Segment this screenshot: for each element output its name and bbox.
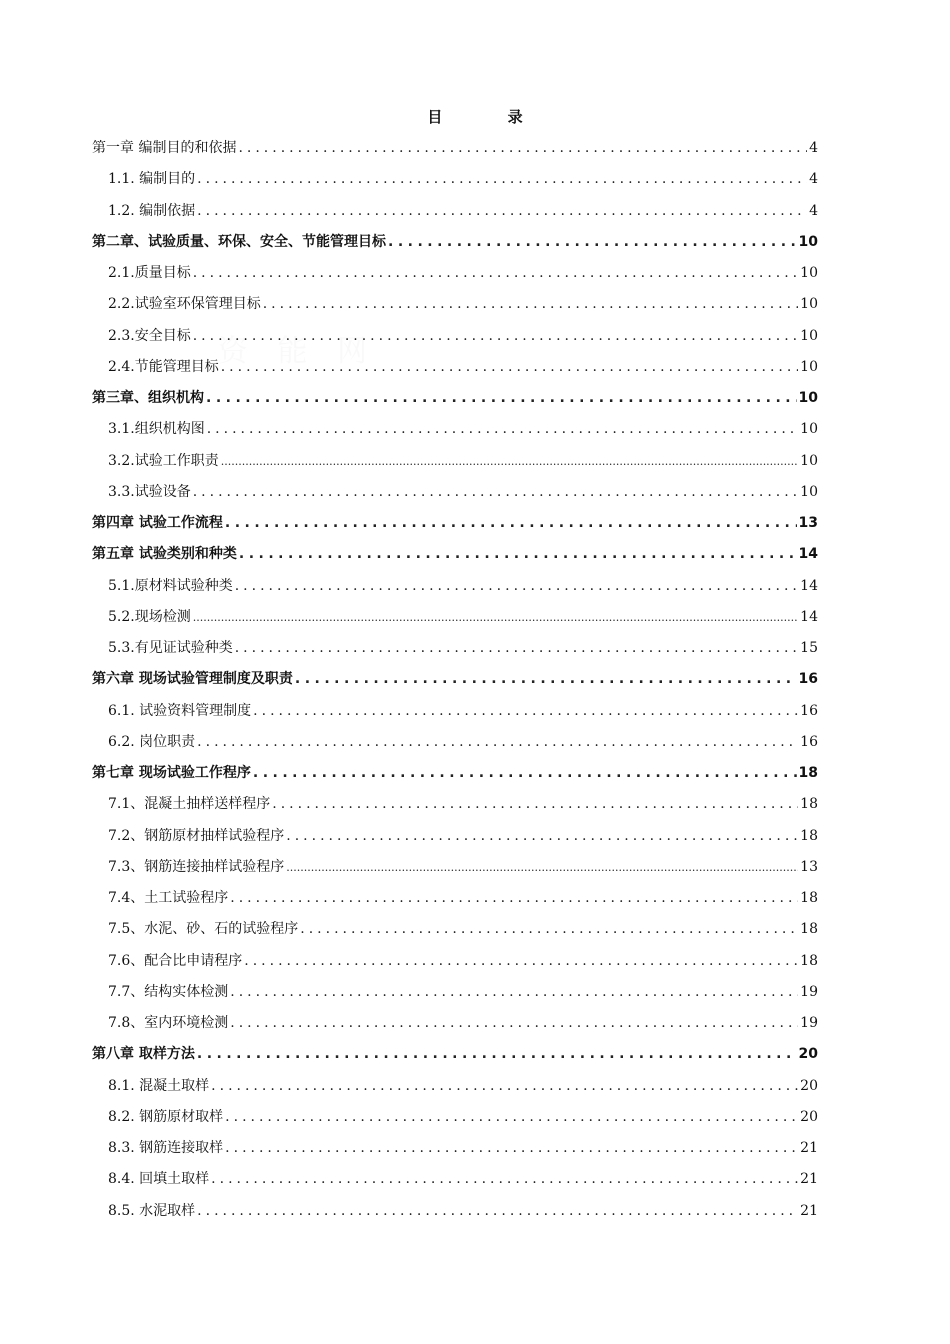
toc-page-number: 16 [800,702,818,719]
toc-section-entry[interactable] [92,1196,818,1227]
toc-section-entry[interactable] [92,1164,818,1195]
toc-entry-label: 2.1.质量目标 [108,265,191,281]
toc-page-number: 18 [800,952,818,969]
watermark: 资 能 网 [218,334,378,369]
toc-section-entry[interactable] [92,914,818,945]
toc-entry-label: 第六章 现场试验管理制度及职责 [92,671,293,688]
toc-entry-label: 7.5、水泥、砂、石的试验程序 [108,921,299,938]
toc-section-entry[interactable] [92,321,818,352]
toc-dot-leader [272,789,798,820]
toc-page-number: 14 [800,608,818,625]
toc-page-number: 14 [798,546,818,563]
toc-section-entry[interactable] [92,258,818,289]
toc-section-entry[interactable] [92,289,818,320]
toc-section-entry[interactable] [92,1008,818,1039]
toc-page-number: 13 [798,515,818,531]
toc-entry-label: 6.1. 试验资料管理制度 [108,702,252,719]
toc-entry-label: 1.1. 编制目的 [108,171,196,188]
toc-section-entry[interactable] [92,727,818,758]
toc-page-number: 10 [798,233,818,250]
toc-entry-label: 5.1.原材料试验种类 [108,577,233,594]
toc-section-entry[interactable] [92,633,818,664]
toc-chapter-entry[interactable] [92,508,818,539]
toc-entry-label: 2.2.试验室环保管理目标 [108,296,261,313]
toc-section-entry[interactable] [92,1102,818,1133]
toc-dot-leader [211,1071,798,1102]
toc-page-number: 20 [798,1046,818,1063]
toc-page-number: 10 [800,296,818,313]
toc-entry-label: 8.5. 水泥取样 [108,1202,196,1219]
toc-entry-label: 7.1、混凝土抽样送样程序 [108,796,271,813]
toc-dot-leader [225,508,797,539]
table-of-contents [92,133,818,1227]
toc-dot-leader [238,133,807,164]
toc-page-number: 16 [800,733,818,750]
toc-dot-leader [295,664,797,695]
toc-page-number: 18 [800,921,818,938]
toc-page-number: 20 [800,1077,818,1094]
toc-page-number: 21 [800,1140,818,1156]
toc-page-number: 21 [800,1171,818,1188]
toc-dot-leader [253,758,797,789]
toc-section-entry[interactable] [92,602,818,633]
toc-page-number: 14 [800,577,818,594]
toc-dot-leader [221,446,798,477]
toc-entry-label: 第四章 试验工作流程 [92,515,223,531]
toc-page-number: 4 [809,202,818,219]
toc-entry-label: 3.3.试验设备 [108,483,191,500]
toc-section-entry[interactable] [92,1133,818,1164]
toc-entry-label: 7.4、土工试验程序 [108,890,229,906]
toc-dot-leader [230,977,798,1008]
toc-page-number: 4 [809,171,818,188]
toc-section-entry[interactable] [92,696,818,727]
toc-entry-label: 2.3.安全目标 [108,327,191,344]
toc-section-entry[interactable] [92,571,818,602]
toc-entry-label: 7.7、结构实体检测 [108,983,229,1000]
toc-page-number: 20 [800,1108,818,1125]
toc-page-number: 19 [800,983,818,1000]
toc-page-number: 21 [800,1202,818,1219]
toc-section-entry[interactable] [92,477,818,508]
toc-entry-label: 1.2. 编制依据 [108,202,196,219]
toc-dot-leader [286,821,798,852]
toc-section-entry[interactable] [92,352,818,383]
toc-section-entry[interactable] [92,977,818,1008]
toc-page-number: 18 [800,827,818,844]
toc-dot-leader [193,321,798,352]
toc-section-entry[interactable] [92,946,818,977]
toc-section-entry[interactable] [92,196,818,227]
toc-page-number: 10 [800,421,818,438]
toc-dot-leader [207,414,798,445]
toc-chapter-entry[interactable] [92,1039,818,1070]
toc-dot-leader [286,852,798,883]
toc-entry-label: 3.2.试验工作职责 [108,452,219,469]
toc-dot-leader [193,258,798,289]
toc-dot-leader [221,352,798,383]
toc-section-entry[interactable] [92,852,818,883]
toc-dot-leader [197,727,798,758]
toc-page-number: 18 [800,890,818,906]
toc-entry-label: 第二章、试验质量、环保、安全、节能管理目标 [92,233,386,250]
toc-dot-leader [193,477,798,508]
toc-entry-label: 8.1. 混凝土取样 [108,1077,210,1094]
toc-entry-label: 2.4.节能管理目标 [108,358,219,375]
toc-dot-leader [197,1196,798,1227]
toc-dot-leader [300,914,798,945]
toc-page-number: 19 [800,1015,818,1031]
toc-page-number: 10 [800,452,818,469]
toc-page-number: 13 [800,858,818,875]
toc-dot-leader [193,602,798,633]
toc-entry-label: 7.6、配合比申请程序 [108,952,243,969]
toc-section-entry[interactable] [92,1071,818,1102]
toc-dot-leader [230,883,798,914]
toc-page-number: 10 [798,390,818,406]
toc-page-number: 10 [800,265,818,281]
toc-entry-label: 7.2、钢筋原材抽样试验程序 [108,827,285,844]
toc-page-number: 10 [800,327,818,344]
toc-section-entry[interactable] [92,164,818,195]
toc-dot-leader [225,1133,798,1164]
toc-chapter-entry[interactable] [92,227,818,258]
toc-entry-label: 8.3. 钢筋连接取样 [108,1140,224,1156]
toc-section-entry[interactable] [92,414,818,445]
toc-page-number: 15 [800,640,818,656]
toc-entry-label: 5.3.有见证试验种类 [108,640,233,656]
toc-chapter-entry[interactable] [92,383,818,414]
toc-dot-leader [197,164,807,195]
toc-page-number: 10 [800,483,818,500]
toc-section-entry[interactable] [92,821,818,852]
toc-page-number: 4 [809,140,818,156]
toc-entry-label: 第一章 编制目的和依据 [92,140,237,156]
toc-dot-leader [230,1008,798,1039]
toc-dot-leader [211,1164,798,1195]
toc-entry-label: 5.2.现场检测 [108,608,191,625]
toc-chapter-entry[interactable] [92,758,818,789]
toc-entry-label: 6.2. 岗位职责 [108,733,196,750]
toc-title: 目 录 [427,108,553,126]
toc-dot-leader [235,633,798,664]
toc-dot-leader [197,196,807,227]
toc-entry-label: 7.3、钢筋连接抽样试验程序 [108,858,285,875]
toc-chapter-entry[interactable] [92,664,818,695]
toc-page-number: 18 [800,796,818,813]
toc-entry-label: 8.2. 钢筋原材取样 [108,1108,224,1125]
toc-chapter-entry[interactable] [92,539,818,570]
toc-entry-label: 8.4. 回填土取样 [108,1171,210,1188]
toc-dot-leader [197,1039,797,1070]
toc-section-entry[interactable] [92,789,818,820]
toc-entry-label: 第三章、组织机构 [92,390,204,406]
toc-dot-leader [235,571,798,602]
toc-dot-leader [206,383,797,414]
toc-section-entry[interactable] [92,446,818,477]
toc-entry-label: 7.8、室内环境检测 [108,1015,229,1031]
toc-entry-label: 第五章 试验类别和种类 [92,546,237,563]
toc-entry-label: 3.1.组织机构图 [108,421,205,438]
toc-chapter-entry[interactable] [92,133,818,164]
toc-dot-leader [239,539,797,570]
toc-dot-leader [253,696,798,727]
toc-page-number: 16 [798,671,818,688]
toc-dot-leader [225,1102,798,1133]
toc-entry-label: 第七章 现场试验工作程序 [92,765,251,781]
toc-page-number: 10 [800,358,818,375]
toc-dot-leader [263,289,798,320]
toc-section-entry[interactable] [92,883,818,914]
toc-entry-label: 第八章 取样方法 [92,1046,195,1063]
toc-dot-leader [244,946,798,977]
toc-dot-leader [388,227,797,258]
toc-page-number: 18 [798,765,818,781]
